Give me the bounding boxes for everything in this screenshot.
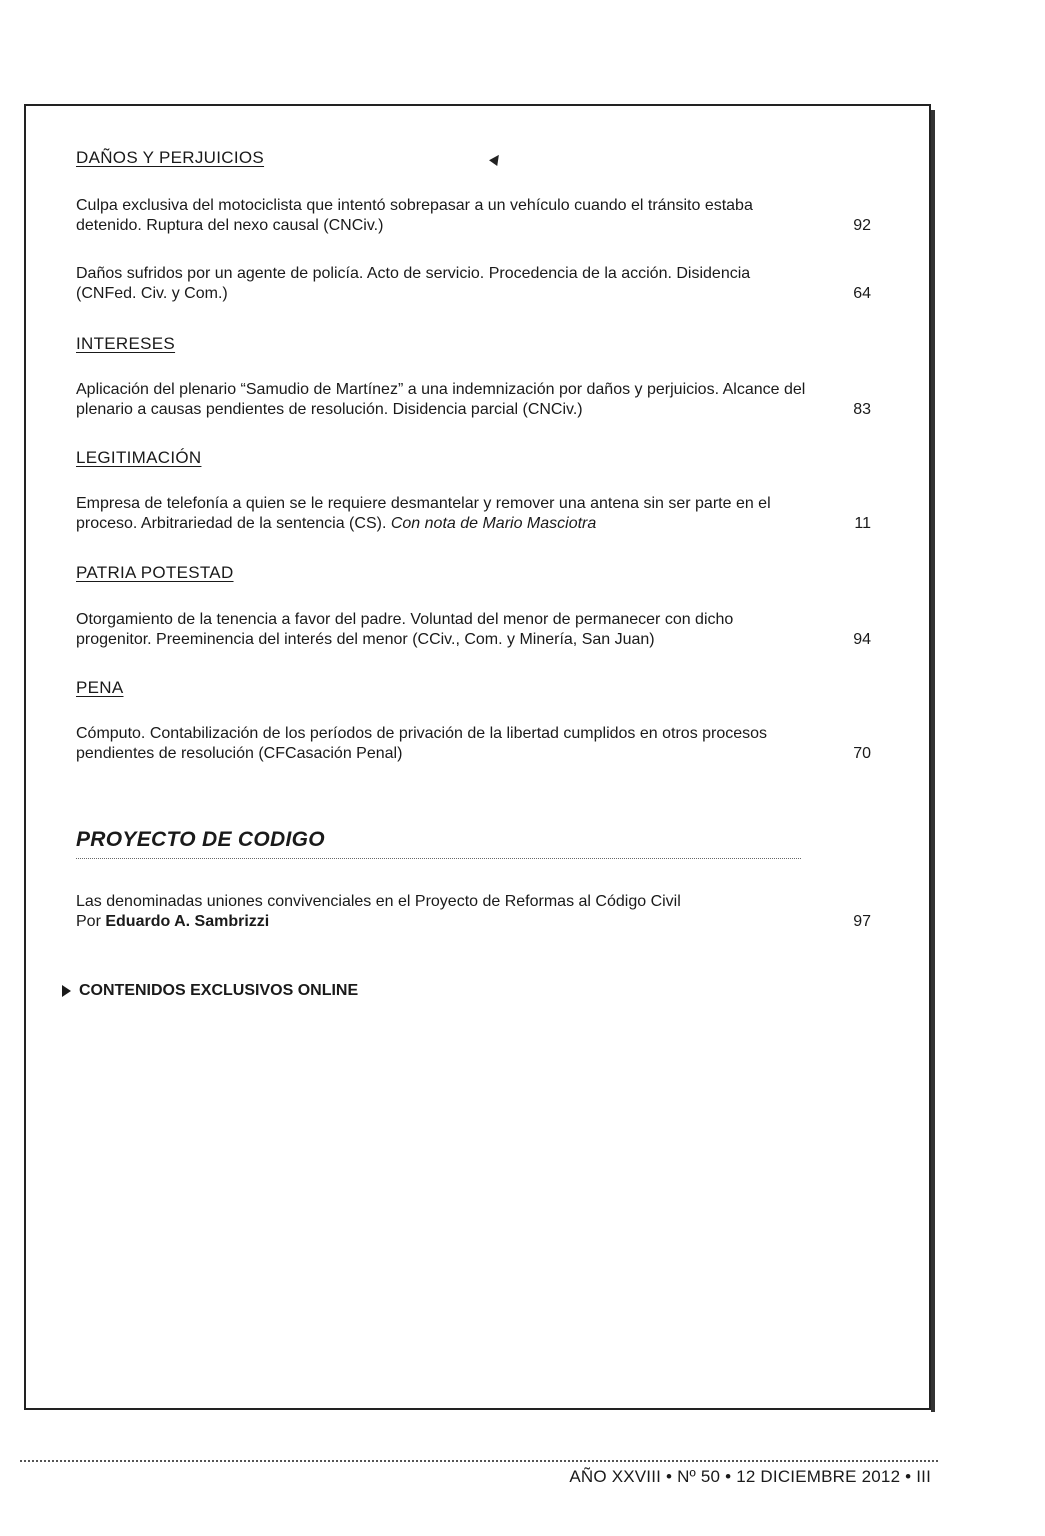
heading-danos-y-perjuicios: DAÑOS Y PERJUICIOS [76, 148, 265, 167]
entry-body: Empresa de telefonía a quien se le requiere desmantelar y remover una antena sin ser parte en el proceso. Arbitrariedad de la sentencia (CS). [76, 495, 771, 532]
triangle-right-icon [62, 985, 71, 997]
entry-text: Cómputo. Contabilización de los períodos de privación de la libertad cumplidos en otros procesos pendientes de resolución (CFCasación Penal) [76, 725, 768, 762]
list-item [76, 892, 871, 932]
list-item [76, 610, 871, 650]
section-title-proyecto: PROYECTO DE CODIGO [76, 828, 325, 851]
online-label: CONTENIDOS EXCLUSIVOS ONLINE [79, 982, 359, 999]
entry-text: Culpa exclusiva del motociclista que intentó sobrepasar a un vehículo cuando el tránsito estaba detenido. Ruptura del nexo causal (CNCiv.) [76, 197, 753, 234]
page-footer: AÑO XXVIII • Nº 50 • 12 DICIEMBRE 2012 • III [569, 1467, 931, 1486]
entry-text: Aplicación del plenario “Samudio de Martínez” a una indemnización por daños y perjuicios. Alcance del plenario a causas pendientes de resolución. Disidencia parcial (CNCiv.) [76, 381, 806, 418]
entry-note: Con nota de Mario Masciotra [390, 515, 597, 532]
heading-patria-potestad: PATRIA POTESTAD [76, 563, 234, 582]
entry-text: Daños sufridos por un agente de policía. Acto de servicio. Procedencia de la acción. Disidencia (CNFed. Civ. y Com.) [76, 265, 751, 302]
page-number: 11 [854, 515, 871, 532]
list-item [76, 380, 871, 420]
page-number: 70 [853, 745, 871, 762]
page-number: 64 [853, 285, 871, 302]
heading-pena: PENA [76, 678, 124, 697]
list-item [76, 196, 871, 236]
heading-legitimacion: LEGITIMACIÓN [76, 448, 202, 467]
heading-intereses: INTERESES [76, 334, 176, 353]
list-item [76, 264, 871, 304]
page-number: 92 [853, 217, 871, 234]
divider [76, 858, 801, 859]
entry-body: Las denominadas uniones convivenciales en el Proyecto de Reformas al Código Civil [76, 893, 681, 910]
entry-text: Otorgamiento de la tenencia a favor del padre. Voluntad del menor de permanecer con dicho progenitor. Preeminencia del interés del menor (CCiv., Com. y Minería, San Juan) [76, 611, 734, 648]
page-number: 83 [853, 401, 871, 418]
list-item [76, 494, 871, 534]
list-item [76, 724, 871, 764]
online-link[interactable] [62, 982, 358, 1000]
entry-text [76, 494, 806, 534]
footer-divider [20, 1460, 938, 1462]
entry-text [76, 892, 806, 932]
author-prefix: Por [76, 913, 101, 930]
page-number: 97 [853, 913, 871, 930]
page-number: 94 [853, 631, 871, 648]
author-name: Eduardo A. Sambrizzi [105, 913, 270, 930]
